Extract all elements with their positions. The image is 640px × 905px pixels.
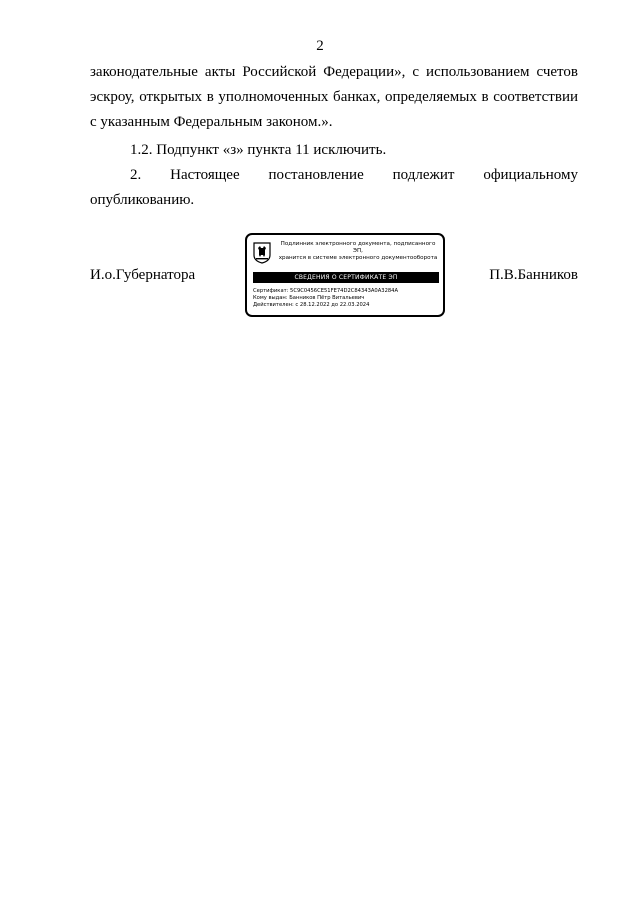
paragraph-item-1-2: 1.2. Подпункт «з» пункта 11 исключить.	[130, 142, 387, 158]
signature-position: И.о.Губернатора	[90, 267, 196, 283]
item-2-word: подлежит	[392, 167, 455, 183]
stamp-issued-to: Кому выдан: Банников Пётр Витальевич	[253, 295, 365, 301]
stamp-validity: Действителен: с 28.12.2022 до 22.03.2024	[253, 302, 370, 308]
stamp-header-line: хранится в системе электронного документооборота	[278, 255, 438, 261]
item-2-word: официальному	[483, 167, 578, 183]
paragraph-continuation: законодательные акты Российской Федерации», с использованием счетов эскроу, открытых в уполномоченных банках, определяемых в соответствии с указанным Федеральным законом.».	[90, 64, 578, 130]
electronic-signature-stamp	[245, 233, 445, 317]
page-number: 2	[316, 38, 324, 54]
item-2-number: 2.	[130, 167, 142, 183]
stamp-title-bar: СВЕДЕНИЯ О СЕРТИФИКАТЕ ЭП	[253, 272, 439, 283]
stamp-header-line: Подлинник электронного документа, подписанного ЭП,	[280, 241, 436, 254]
item-2-end: опубликованию.	[90, 192, 195, 208]
coat-of-arms-icon	[253, 242, 271, 264]
signature-name: П.В.Банников	[489, 267, 578, 283]
item-2-word: постановление	[268, 167, 364, 183]
stamp-certificate: Сертификат: 5C9C0456CE51FE74D2C84343A0A3284A	[253, 288, 399, 294]
item-2-word: Настоящее	[170, 167, 240, 183]
paragraph-item-2	[90, 163, 578, 213]
